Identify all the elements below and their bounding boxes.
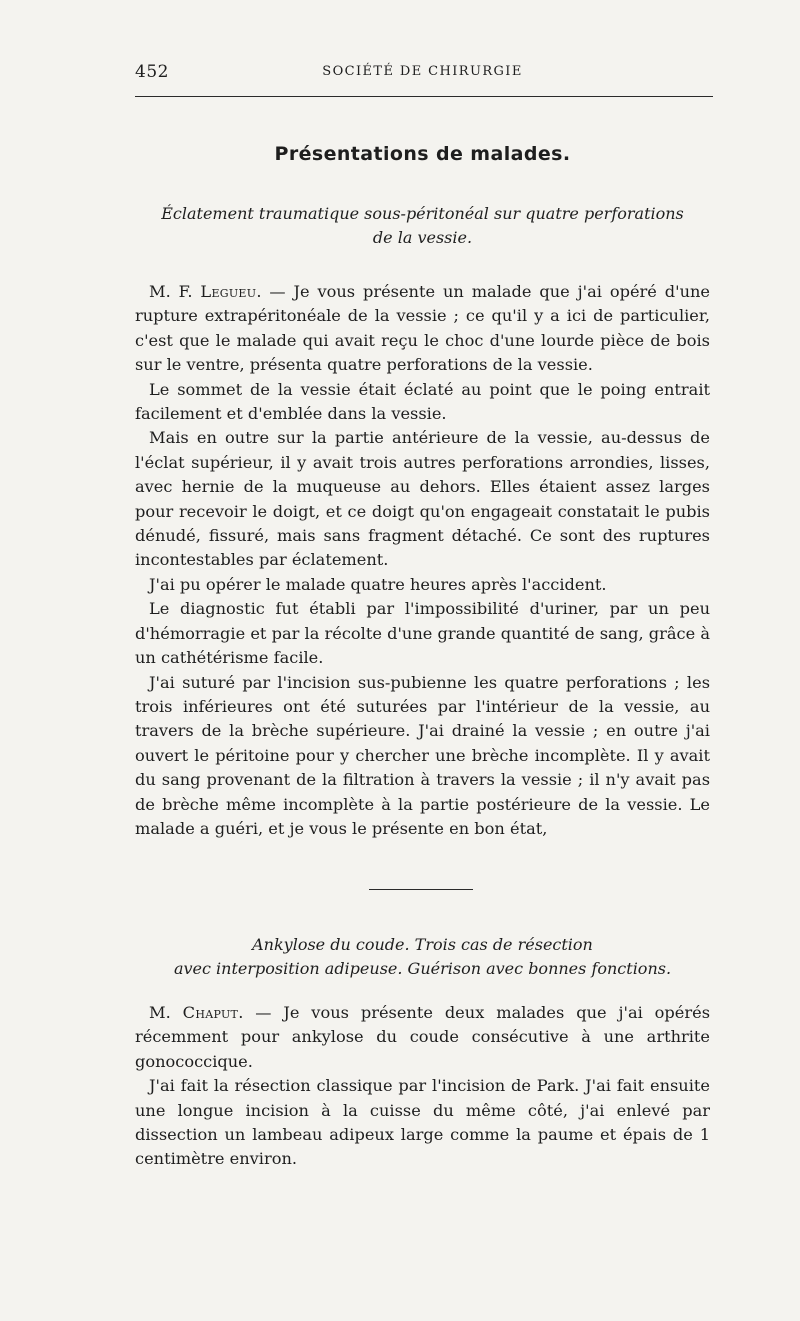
case2-speaker-prefix: M. xyxy=(149,1003,183,1022)
case1-paragraph-6: J'ai suturé par l'incision sus-pubienne les quatre perforations ; les trois inférieures ont été suturées par l'intérieur de la vessie, au travers de la brèche supérieure. J'ai drainé la vessie ; en outre j'ai ouvert le péritoine pour y chercher une brèche incomplète. Il y avait du sang provenant de la filtration à travers la vessie ; il n'y avait pas de brèche même incomplète à la partie postérieure de la vessie. Le malade a guéri, et je vous le présente en bon état, xyxy=(135,672,710,838)
section-separator xyxy=(369,889,473,890)
page-number: 452 xyxy=(135,62,169,82)
case1-speaker-name: Legueu xyxy=(200,282,257,301)
case1-title-line1: Éclatement traumatique sous-péritonéal sur quatre perforations xyxy=(161,204,684,223)
case1-paragraph-4: J'ai pu opérer le malade quatre heures après l'accident. xyxy=(149,574,607,594)
case1-title xyxy=(135,202,710,250)
case2-speaker-name: Chaput xyxy=(182,1003,239,1022)
case1-paragraph-3: Mais en outre sur la partie antérieure de la vessie, au-dessus de l'éclat supérieur, il y avait trois autres perforations arrondies, lisses, avec hernie de la muqueuse au dehors. Elles étaient assez larges pour recevoir le doigt, et ce doigt qu'on engageait constatait le pubis dénudé, fissuré, mais sans fragment détaché. Ce sont des ruptures incontestables par éclatement. xyxy=(135,428,710,570)
case1-paragraph-1-text: . — Je vous présente un malade que j'ai opéré d'une rupture extrapéritonéale de la vessie ; ce qu'il y a ici de particulier, c'est que le malade qui avait reçu le choc d'une lourde pièce de bois sur le ventre, présenta quatre perforations de la vessie. xyxy=(135,282,710,375)
case1-paragraph-5: Le diagnostic fut établi par l'impossibilité d'uriner, par un peu d'hémorragie et par la récolte d'une grande quantité de sang, grâce à un cathétérisme facile. xyxy=(135,599,710,668)
section-title: Présentations de malades. xyxy=(274,143,571,165)
case2-title xyxy=(135,933,710,981)
case1-title-line2: de la vessie. xyxy=(372,228,473,247)
case1-speaker-prefix: M. F. xyxy=(149,282,201,301)
header-rule xyxy=(135,96,713,97)
case2-paragraph-1 xyxy=(135,1001,710,1074)
case1-paragraph-2: Le sommet de la vessie était éclaté au point que le poing entrait facilement et d'emblée dans la vessie. xyxy=(135,379,710,424)
case2-title-line1: Ankylose du coude. Trois cas de résection xyxy=(252,935,593,954)
journal-title: SOCIÉTÉ DE CHIRURGIE xyxy=(322,64,523,79)
case1-body xyxy=(135,280,710,841)
case2-title-line2: avec interposition adipeuse. Guérison avec bonnes fonctions. xyxy=(173,959,672,978)
case2-body xyxy=(135,1001,710,1172)
running-head xyxy=(135,62,710,84)
case2-paragraph-1-text: . — Je vous présente deux malades que j'ai opérés récemment pour ankylose du coude consécutive à une arthrite gonococcique. xyxy=(135,1003,710,1071)
case1-paragraph-1 xyxy=(135,280,710,378)
case2-paragraph-2: J'ai fait la résection classique par l'incision de Park. J'ai fait ensuite une longue incision à la cuisse du même côté, j'ai enlevé par dissection un lambeau adipeux large comme la paume et épais de 1 centimètre environ. xyxy=(135,1076,710,1169)
